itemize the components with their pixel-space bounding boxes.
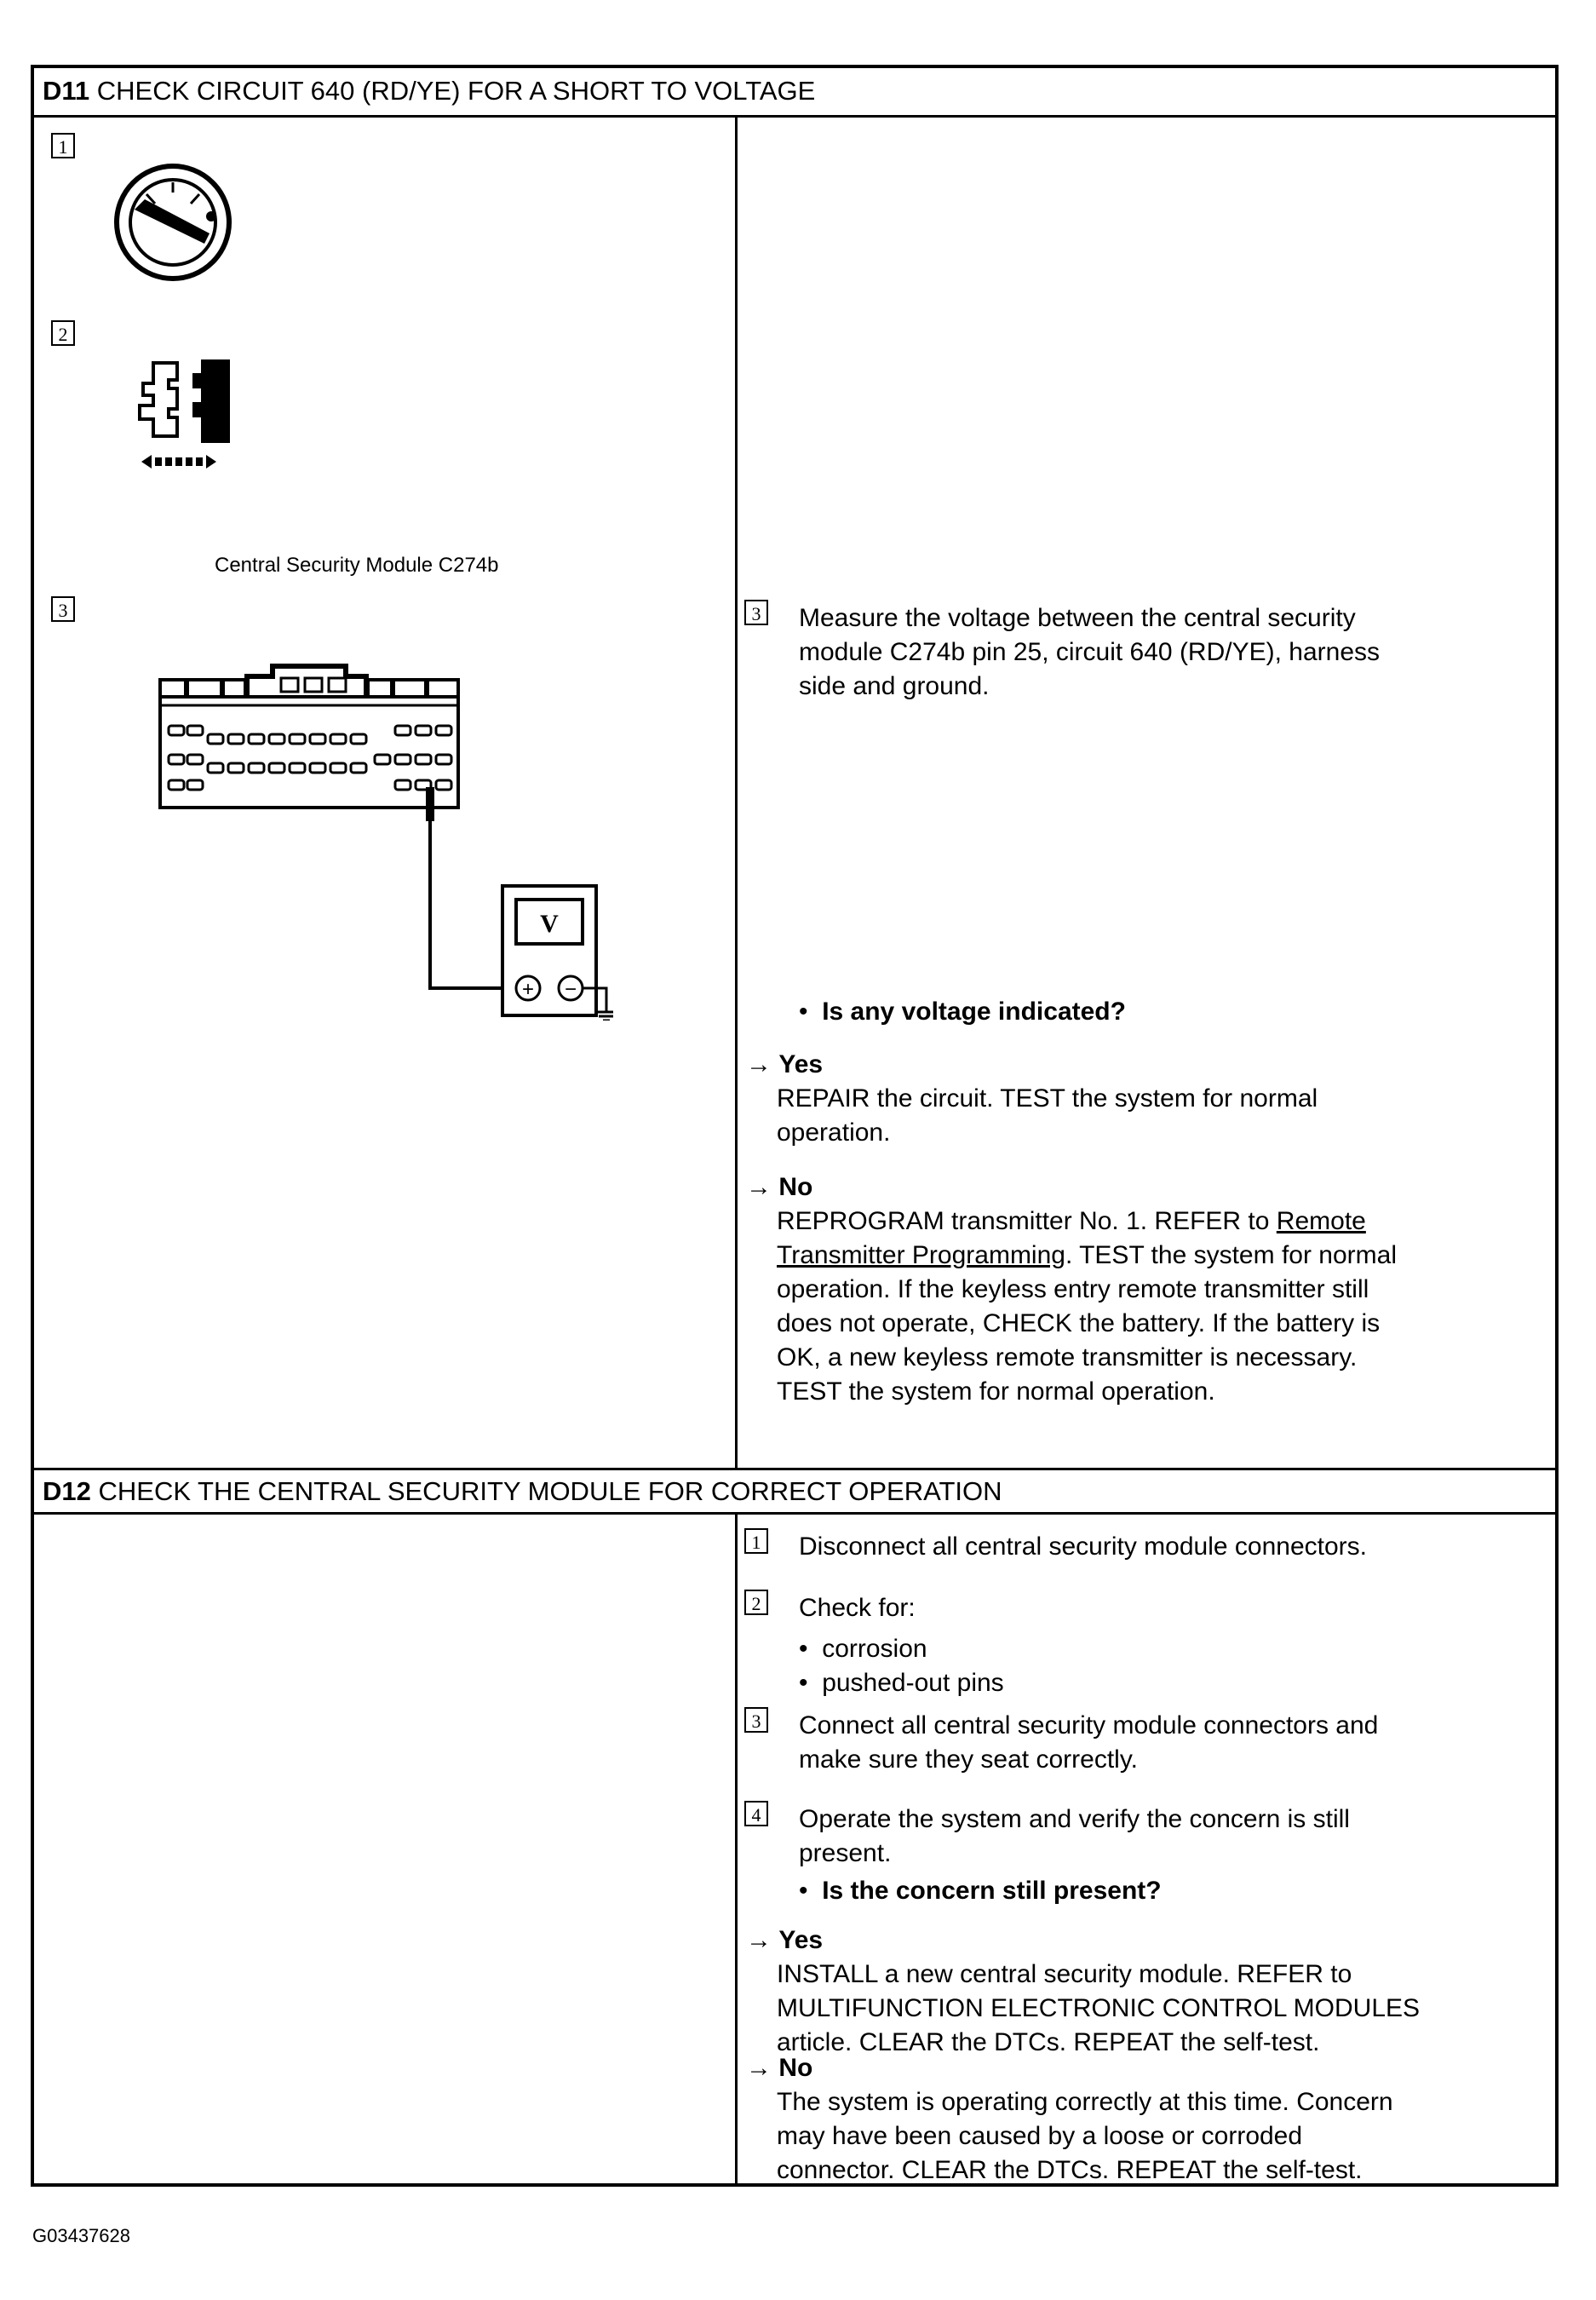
- d11-no-branch: → No REPROGRAM transmitter No. 1. REFER to Remote Transmitter Programming. TEST the system for normal operation. If the keyless entry remote transmitter still does not operate, CHECK the battery. If the battery is OK, a new keyless remote transmitter is necessary. TEST the system for normal operation.: [746, 1173, 1397, 1406]
- d12-title: CHECK THE CENTRAL SECURITY MODULE FOR CORRECT OPERATION: [90, 1476, 1002, 1506]
- d11-yes-branch: → Yes REPAIR the circuit. TEST the system for normal operation.: [746, 1050, 1318, 1147]
- d12-check-list: [799, 1632, 1004, 1700]
- d11-title: CHECK CIRCUIT 640 (RD/YE) FOR A SHORT TO VOLTAGE: [89, 76, 816, 106]
- branch-arrow-icon: →: [746, 2054, 772, 2082]
- diagnostic-table: [31, 65, 1559, 2187]
- d12-question: • Is the concern still present?: [799, 1877, 1162, 1905]
- connector-voltmeter-diagram: [136, 663, 613, 1021]
- meter-minus-terminal: −: [564, 978, 577, 1001]
- branch-arrow-icon: →: [746, 1050, 772, 1078]
- d11-step-3-number: 3: [744, 600, 768, 625]
- d12-step-4: 4 Operate the system and verify the concern is still present.: [744, 1801, 1545, 1835]
- list-item: • corrosion: [799, 1635, 927, 1663]
- d11-illustration-column: [34, 118, 735, 1468]
- branch-arrow-icon: →: [746, 1926, 772, 1954]
- list-item: • pushed-out pins: [799, 1669, 1004, 1697]
- d12-no-branch: → No The system is operating correctly at this time. Concern may have been caused by a loose or corroded connector. CLEAR the DTCs. REPEAT the self-test.: [746, 2054, 1393, 2184]
- d12-text-column: [738, 1515, 1559, 2183]
- meter-plus-terminal: +: [521, 978, 535, 1001]
- figure-id: G03437628: [32, 2225, 130, 2246]
- connector-caption: Central Security Module C274b: [215, 554, 499, 577]
- step-1-number-box: 1: [51, 133, 75, 158]
- d11-question: • Is any voltage indicated?: [799, 998, 1126, 1026]
- d12-step-1: 1 Disconnect all central security module connectors.: [744, 1528, 1545, 1562]
- d12-step-2: 2 Check for:: [744, 1590, 1545, 1624]
- d11-code: D11: [43, 76, 90, 106]
- disconnect-connector-icon: [128, 354, 247, 474]
- remote-link[interactable]: Remote: [1276, 1207, 1366, 1235]
- d12-yes-branch: → Yes INSTALL a new central security module. REFER to MULTIFUNCTION ELECTRONIC CONTROL MODULES article. CLEAR the DTCs. REPEAT the self-test.: [746, 1926, 1421, 2056]
- d12-header: [34, 1470, 1555, 1515]
- d12-code: D12: [43, 1476, 91, 1506]
- d11-step-3: [744, 600, 1545, 700]
- d11-text-column: [738, 118, 1559, 1468]
- ignition-switch-icon: [109, 158, 237, 286]
- transmitter-programming-link[interactable]: Transmitter Programming: [777, 1241, 1065, 1269]
- branch-arrow-icon: →: [746, 1173, 772, 1201]
- d11-header: [34, 68, 1555, 118]
- d11-step-3-text: Measure the voltage between the central security module C274b pin 25, circuit 640 (RD/YE), harness side and ground.: [799, 604, 1381, 700]
- meter-symbol: V: [540, 910, 559, 938]
- d12-step-3: 3 Connect all central security module connectors and make sure they seat correctly.: [744, 1707, 1545, 1741]
- step-2-number-box: 2: [51, 320, 75, 346]
- step-3-number-box: 3: [51, 596, 75, 622]
